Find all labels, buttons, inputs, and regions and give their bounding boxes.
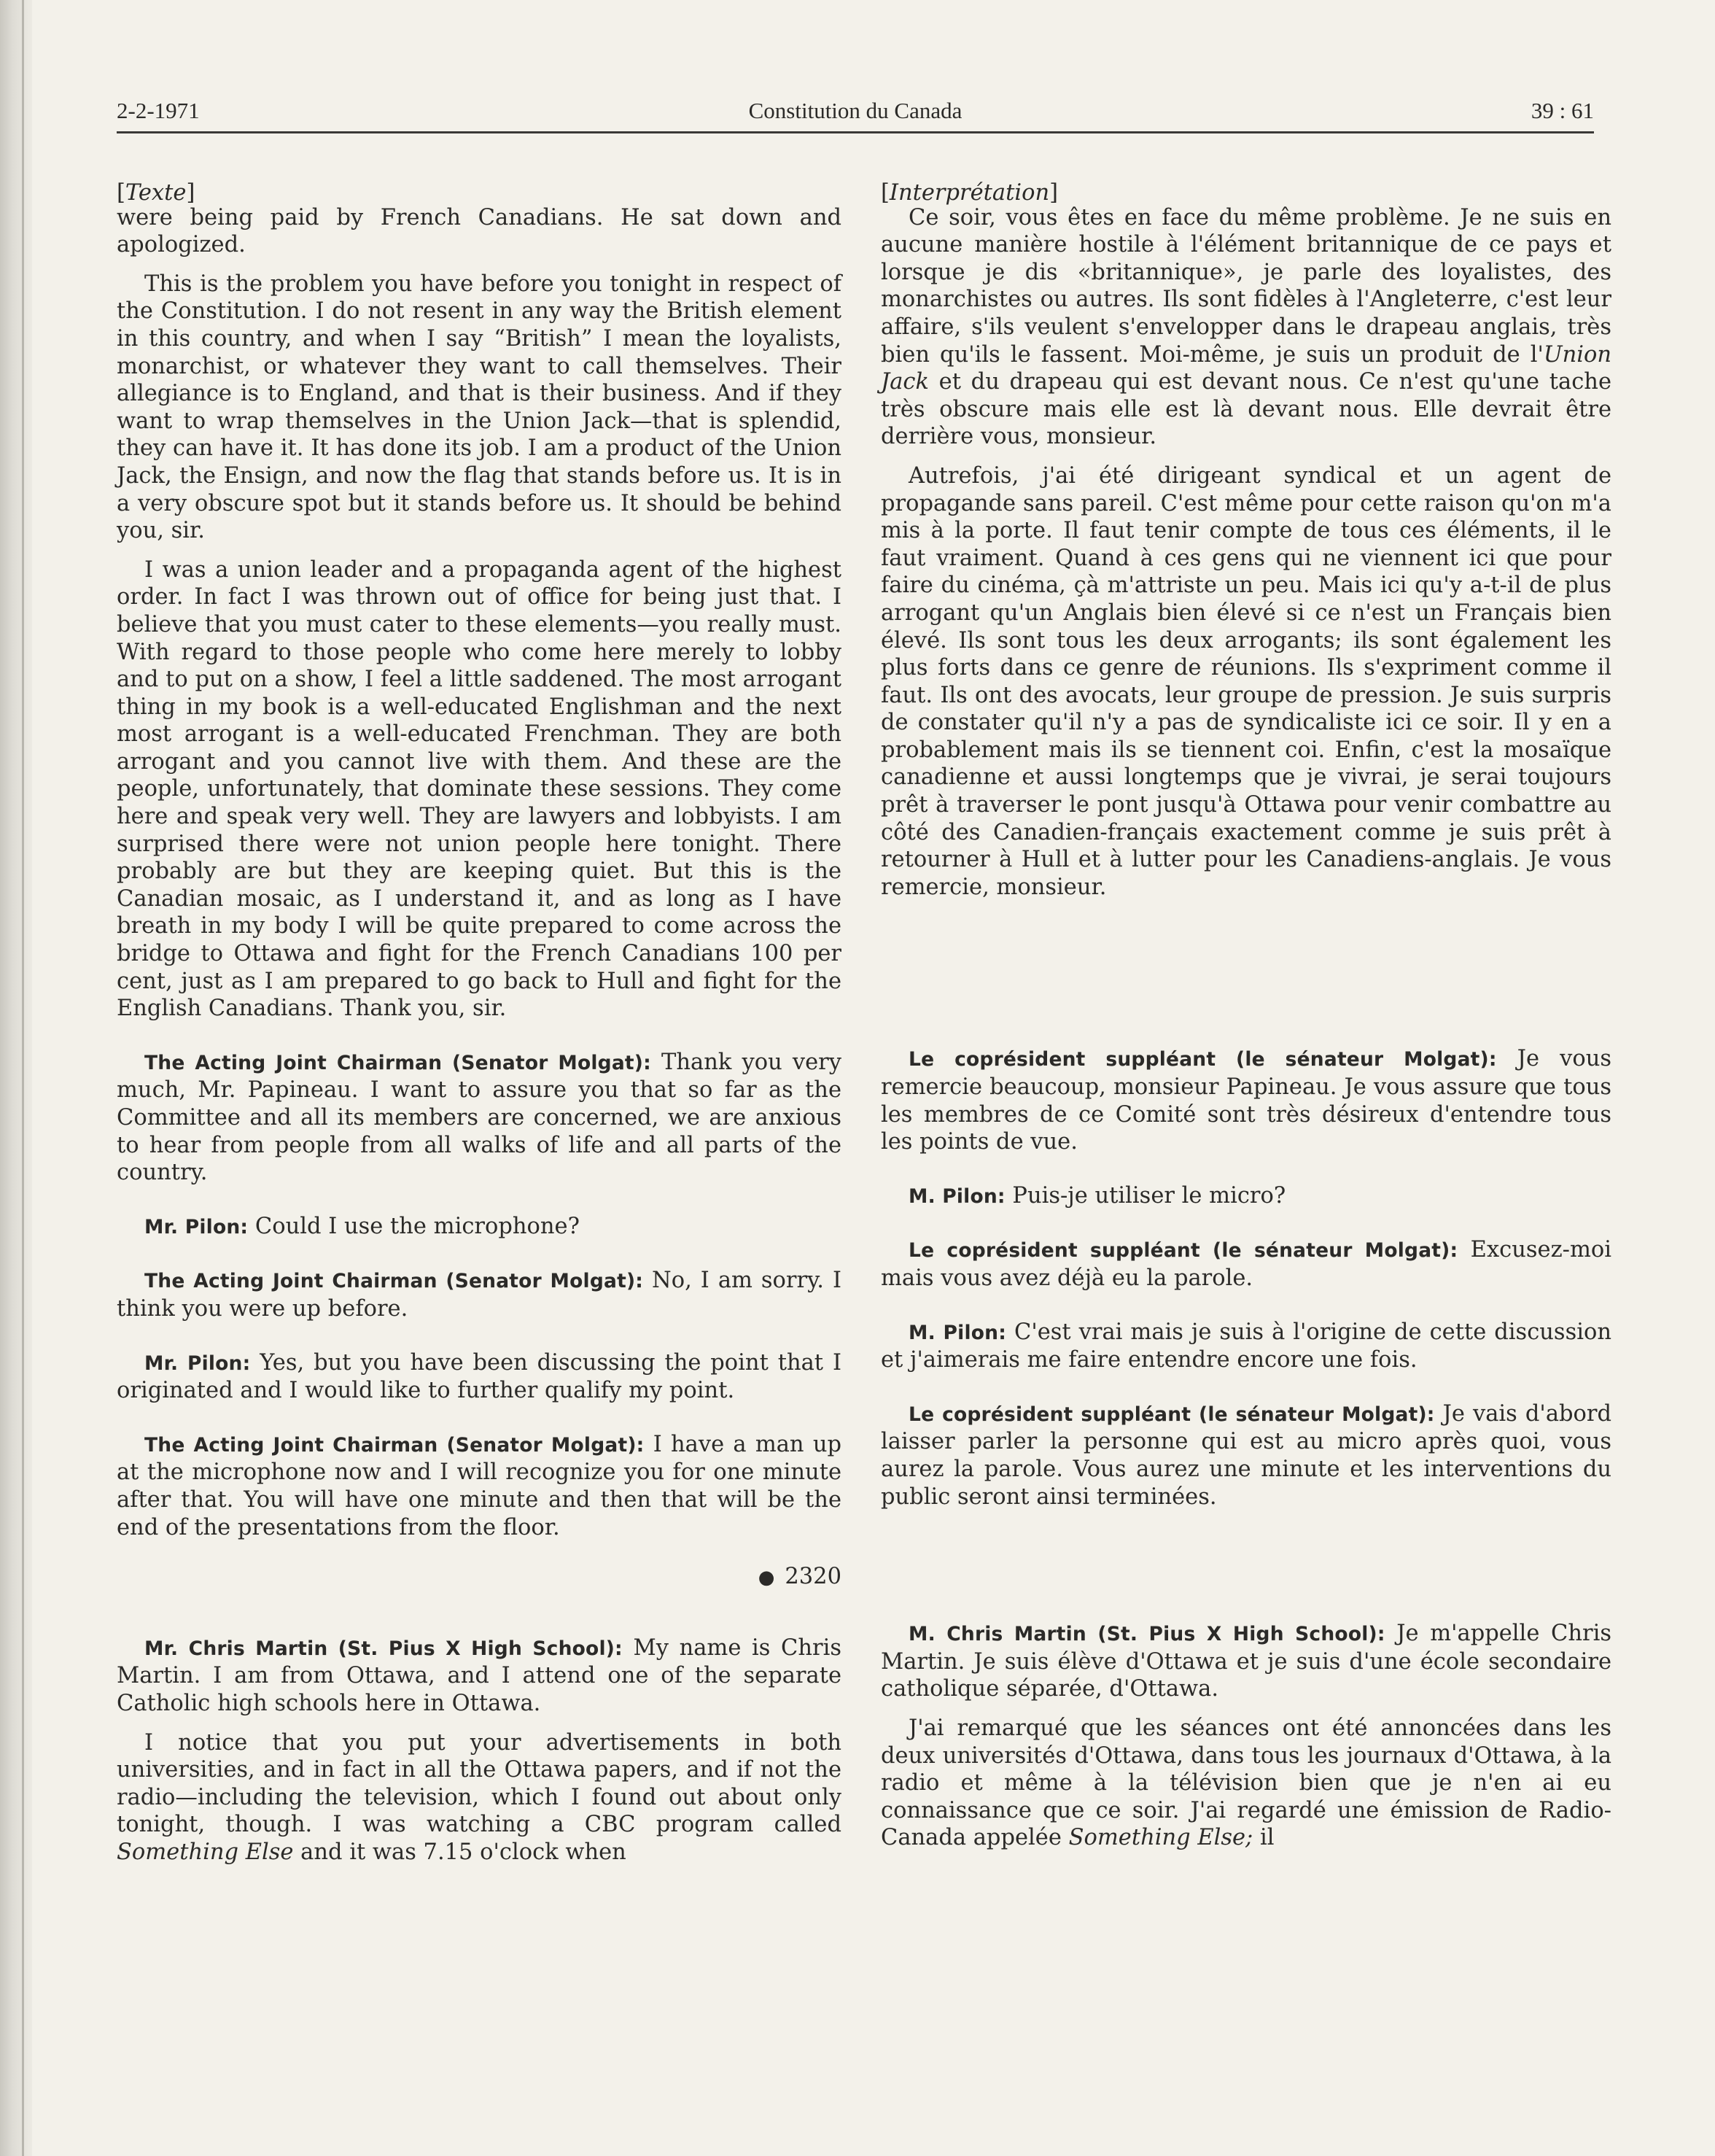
speech bbox=[117, 1049, 841, 1187]
speech bbox=[881, 1236, 1611, 1292]
speech-text: Could I use the microphone? bbox=[248, 1213, 580, 1239]
speech bbox=[881, 1620, 1611, 1703]
speaker-name: Mr. Pilon: bbox=[144, 1352, 251, 1375]
speech bbox=[117, 1213, 841, 1241]
speech-text: C'est vrai mais je suis à l'origine de cette discussion et j'aimerais me faire entendre encore une fois. bbox=[881, 1319, 1611, 1373]
paragraph-text: I notice that you put your advertisements in both universities, and in fact in all the Ottawa papers, and if not the radio—including the television, which I found out about only tonight, though. I was watching a CBC program called bbox=[117, 1729, 841, 1838]
speech-text: Je vous remercie beaucoup, monsieur Papineau. Je vous assure que tous les membres de ce Comité sont très désireux d'entendre tous les points de vue. bbox=[881, 1046, 1611, 1155]
french-column bbox=[881, 179, 1611, 1852]
program-title: Something Else; bbox=[1068, 1825, 1253, 1851]
speech bbox=[117, 1635, 841, 1718]
speaker-name: Mr. Chris Martin (St. Pius X High School): bbox=[144, 1637, 623, 1660]
paragraph-text: il bbox=[1253, 1825, 1275, 1851]
speech bbox=[117, 1431, 841, 1541]
speaker-name: Le coprésident suppléant (le sénateur Molgat): bbox=[909, 1048, 1497, 1071]
speaker-name: The Acting Joint Chairman (Senator Molgat): bbox=[144, 1051, 651, 1074]
speaker-name: Le coprésident suppléant (le sénateur Molgat): bbox=[909, 1403, 1435, 1426]
paragraph-text: et du drapeau qui est devant nous. Ce n'est qu'une tache très obscure mais elle est là devant nous. Elle devrait être derrière vous, monsieur. bbox=[881, 369, 1611, 450]
binding-edge bbox=[0, 0, 32, 2156]
speech-text: My name is Chris Martin. I am from Ottawa, and I attend one of the separate Catholic high schools here in Ottawa. bbox=[117, 1635, 841, 1716]
speech-text: No, I am sorry. I think you were up before. bbox=[117, 1268, 841, 1322]
text-tag: [Texte] bbox=[117, 180, 195, 206]
bullet-icon: ● bbox=[758, 1567, 775, 1589]
speech-text: Excusez-moi mais vous avez déjà eu la parole. bbox=[881, 1237, 1611, 1291]
english-column bbox=[117, 179, 841, 1866]
header-date: 2-2-1971 bbox=[117, 98, 200, 123]
speech bbox=[881, 1319, 1611, 1374]
speech-text: Yes, but you have been discussing the point that I originated and I would like to further qualify my point. bbox=[117, 1349, 841, 1404]
paragraph: I was a union leader and a propaganda agent of the highest order. In fact I was thrown out of office for being just that. I believe that you must cater to these elements—you really must. With regard to those people who come here merely to lobby and to put on a show, I feel a little saddened. The most arrogant thing in my book is a well-educated Englishman and the next most arrogant is a well-educated Frenchman. They are both arrogant and you cannot live with them. And these are the people, unfortunately, that dominate these sessions. They come here and speak very well. They are lawyers and lobbyists. I am surprised there were not union people here tonight. There probably are but they are keeping quiet. But this is the Canadian mosaic, as I understand it, and as long as I have breath in my body I will be quite prepared to come across the bridge to Ottawa and fight for the French Canadians 100 per cent, just as I am prepared to go back to Hull and fight for the English Canadians. Thank you, sir. bbox=[117, 557, 841, 1022]
time-marker bbox=[117, 1563, 841, 1592]
speech bbox=[117, 1267, 841, 1322]
interpretation-tag: [Interprétation] bbox=[881, 180, 1059, 206]
speech-text: Je vais d'abord laisser parler la personne qui est au micro après quoi, vous aurez la parole. Vous aurez une minute et les interventions du public seront ainsi terminées. bbox=[881, 1400, 1611, 1510]
speech bbox=[117, 1349, 841, 1405]
speech-text: Thank you very much, Mr. Papineau. I want to assure you that so far as the Committee and all its members are concerned, we are anxious to hear from people from all walks of life and all parts of the country. bbox=[117, 1049, 841, 1186]
header-page-number: 39 : 61 bbox=[1531, 98, 1594, 123]
speaker-name: Le coprésident suppléant (le sénateur Molgat): bbox=[909, 1239, 1458, 1263]
speaker-name: The Acting Joint Chairman (Senator Molgat): bbox=[144, 1433, 645, 1457]
speech-text: I have a man up at the microphone now and I will recognize you for one minute after that. You will have one minute and then that will be the end of the presentations from the floor. bbox=[117, 1431, 842, 1540]
text-tag-label: Texte bbox=[125, 180, 187, 206]
paragraph-text: J'ai remarqué que les séances ont été annoncées dans les deux universités d'Ottawa, dans tous les journaux d'Ottawa, à la radio et même à la télévision bien que je n'en ai eu connaissance que ce soir. J'ai regardé une émission de Radio-Canada appelée bbox=[881, 1715, 1611, 1851]
speech-text: Puis-je utiliser le micro? bbox=[1005, 1182, 1286, 1209]
speaker-name: M. Chris Martin (St. Pius X High School): bbox=[909, 1623, 1385, 1646]
speech bbox=[881, 1045, 1611, 1155]
speech bbox=[881, 1400, 1611, 1511]
continued-paragraph: were being paid by French Canadians. He sat down and apologized. bbox=[117, 204, 841, 258]
paragraph-text: and it was 7.15 o'clock when bbox=[293, 1839, 626, 1865]
paragraph bbox=[881, 204, 1611, 451]
header-title: Constitution du Canada bbox=[748, 98, 962, 123]
paragraph: Autrefois, j'ai été dirigeant syndical et un agent de propagande sans pareil. C'est même pour cette raison qu'on m'a mis à la porte. Il faut tenir compte de tous ces éléments, il le faut vraiment. Quand à ces gens qui ne viennent ici que pour faire du cinéma, çà m'attriste un peu. Mais ici qu'y a-t-il de plus arrogant qu'un Anglais bien élevé si ce n'est un Français bien élevé. Ils sont tous les deux arrogants; ils sont également les plus forts dans ce genre de réunions. Ils s'expriment comme il faut. Ils ont des avocats, leur groupe de pression. Je suis surpris de constater qu'il n'y a pas de syndicaliste ici ce soir. Il y en a probablement mais ils se tiennent coi. Enfin, c'est la mosaïque canadienne et aussi longtemps que je vivrai, je serai toujours prêt à traverser le pont jusqu'à Ottawa pour venir combattre au côté des Canadien-français exactement comme je suis prêt à retourner à Hull et à lutter pour les Canadiens-anglais. Je vous remercie, monsieur. bbox=[881, 462, 1611, 900]
speech-text: Je m'appelle Chris Martin. Je suis élève d'Ottawa et je suis d'une école secondaire catholique séparée, d'Ottawa. bbox=[881, 1621, 1611, 1702]
speaker-name: Mr. Pilon: bbox=[144, 1215, 249, 1238]
paragraph-text: Ce soir, vous êtes en face du même problème. Je ne suis en aucune manière hostile à l'élément britannique de ce pays et lorsque je dis «britannique», je parle des loyalistes, des monarchistes ou autres. Ils sont fidèles à l'Angleterre, c'est leur affaire, s'ils veulent s'envelopper dans le drapeau anglais, très bien qu'ils le fassent. Moi-même, je suis un produit de l' bbox=[881, 204, 1611, 368]
paragraph bbox=[881, 1715, 1611, 1852]
program-title: Something Else bbox=[117, 1839, 294, 1865]
interpretation-tag-label: Interprétation bbox=[889, 180, 1050, 206]
emphasis-text: Union Jack bbox=[881, 341, 1611, 395]
time-marker-value: 2320 bbox=[785, 1564, 841, 1590]
speaker-name: M. Pilon: bbox=[909, 1184, 1006, 1208]
speech bbox=[881, 1182, 1611, 1211]
speaker-name: M. Pilon: bbox=[909, 1321, 1007, 1344]
paragraph bbox=[117, 1729, 841, 1866]
page-header bbox=[117, 96, 1594, 133]
paragraph: This is the problem you have before you tonight in respect of the Constitution. I do not resent in any way the British element in this country, and when I say “British” I mean the loyalists, monarchist, or whatever they want to call themselves. Their allegiance is to England, and that is their business. And if they want to wrap themselves in the Union Jack—that is splendid, they can have it. It has done its job. I am a product of the Union Jack, the Ensign, and now the flag that stands before us. It is in a very obscure spot but it stands before us. It should be behind you, sir. bbox=[117, 271, 841, 544]
speaker-name: The Acting Joint Chairman (Senator Molgat): bbox=[144, 1270, 644, 1293]
